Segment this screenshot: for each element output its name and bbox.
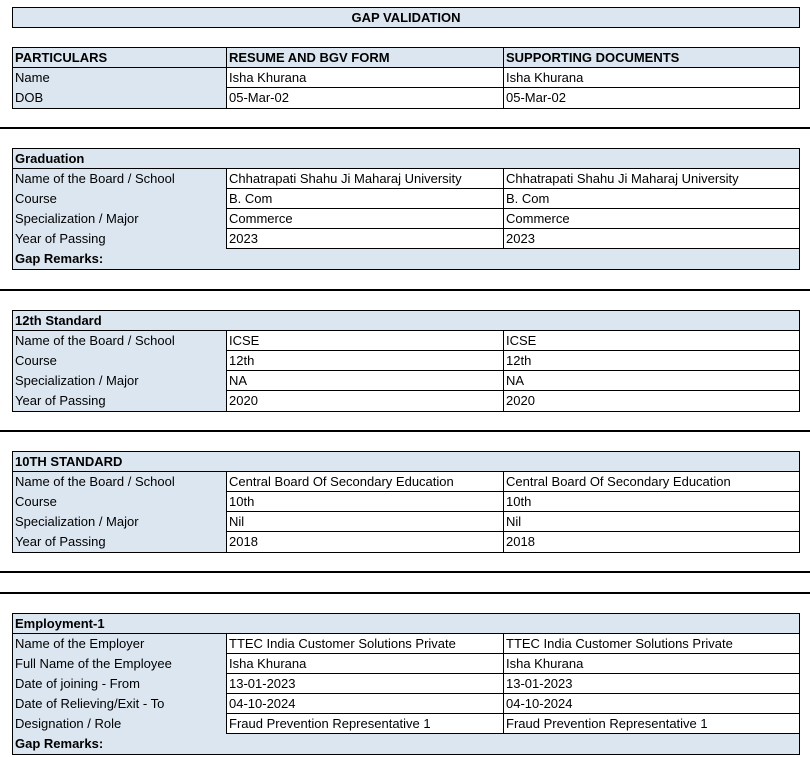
row-label: Designation / Role <box>12 714 226 734</box>
section-heading-row <box>12 149 800 169</box>
table-row <box>12 209 800 229</box>
resume-value: 2020 <box>226 391 503 411</box>
docs-value: Central Board Of Secondary Education <box>503 472 800 492</box>
docs-value: 10th <box>503 492 800 512</box>
docs-value: Commerce <box>503 209 800 229</box>
resume-value: Isha Khurana <box>226 68 503 88</box>
gap-remarks-label: Gap Remarks: <box>12 249 800 269</box>
docs-value: NA <box>503 371 800 391</box>
row-label: Name <box>12 68 226 88</box>
row-label: Date of joining - From <box>12 674 226 694</box>
graduation-table <box>12 148 800 270</box>
docs-value: ICSE <box>503 331 800 351</box>
resume-value: Chhatrapati Shahu Ji Maharaj University <box>226 169 503 189</box>
header-particulars: PARTICULARS <box>12 48 226 68</box>
table-row <box>12 714 800 734</box>
personal-table <box>12 47 800 109</box>
table-row <box>12 169 800 189</box>
resume-value: Isha Khurana <box>226 654 503 674</box>
resume-value: 13-01-2023 <box>226 674 503 694</box>
row-label: Name of the Board / School <box>12 169 226 189</box>
resume-value: 2018 <box>226 532 503 552</box>
section-heading: Graduation <box>12 149 800 169</box>
table-row <box>12 492 800 512</box>
row-label: Name of the Board / School <box>12 331 226 351</box>
docs-value: 2023 <box>503 229 800 249</box>
row-label: Year of Passing <box>12 229 226 249</box>
resume-value: TTEC India Customer Solutions Private <box>226 634 503 654</box>
section-divider <box>0 592 810 594</box>
section-heading: 10TH STANDARD <box>12 452 800 472</box>
section-divider <box>0 571 810 573</box>
resume-value: Central Board Of Secondary Education <box>226 472 503 492</box>
resume-value: 04-10-2024 <box>226 694 503 714</box>
section-heading-row <box>12 311 800 331</box>
docs-value: Nil <box>503 512 800 532</box>
row-label: Year of Passing <box>12 532 226 552</box>
section-heading-row <box>12 452 800 472</box>
row-label: Specialization / Major <box>12 371 226 391</box>
row-label: Date of Relieving/Exit - To <box>12 694 226 714</box>
docs-value: Chhatrapati Shahu Ji Maharaj University <box>503 169 800 189</box>
section-divider <box>0 127 810 129</box>
resume-value: NA <box>226 371 503 391</box>
table-row <box>12 229 800 249</box>
resume-value: 12th <box>226 351 503 371</box>
resume-value: Commerce <box>226 209 503 229</box>
docs-value: B. Com <box>503 189 800 209</box>
section-heading-row <box>12 614 800 634</box>
table-row <box>12 472 800 492</box>
table-row <box>12 532 800 552</box>
header-supporting: SUPPORTING DOCUMENTS <box>503 48 800 68</box>
section-heading: 12th Standard <box>12 311 800 331</box>
row-label: Full Name of the Employee <box>12 654 226 674</box>
row-label: DOB <box>12 88 226 108</box>
docs-value: Fraud Prevention Representative 1 <box>503 714 800 734</box>
docs-value: 05-Mar-02 <box>503 88 800 108</box>
docs-value: Isha Khurana <box>503 654 800 674</box>
table-row <box>12 351 800 371</box>
row-label: Year of Passing <box>12 391 226 411</box>
gap-remarks-row <box>12 734 800 754</box>
resume-value: 10th <box>226 492 503 512</box>
row-label: Name of the Employer <box>12 634 226 654</box>
docs-value: 13-01-2023 <box>503 674 800 694</box>
row-label: Specialization / Major <box>12 209 226 229</box>
header-resume: RESUME AND BGV FORM <box>226 48 503 68</box>
page-title: GAP VALIDATION <box>12 7 800 28</box>
gap-remarks-label: Gap Remarks: <box>12 734 800 754</box>
resume-value: B. Com <box>226 189 503 209</box>
table-row <box>12 68 800 88</box>
resume-value: 2023 <box>226 229 503 249</box>
row-label: Name of the Board / School <box>12 472 226 492</box>
table-row <box>12 512 800 532</box>
docs-value: 2018 <box>503 532 800 552</box>
row-label: Course <box>12 189 226 209</box>
row-label: Course <box>12 492 226 512</box>
resume-value: ICSE <box>226 331 503 351</box>
twelfth-table <box>12 310 800 412</box>
row-label: Course <box>12 351 226 371</box>
table-row <box>12 674 800 694</box>
employment-table <box>12 613 800 755</box>
docs-value: 2020 <box>503 391 800 411</box>
section-heading: Employment-1 <box>12 614 800 634</box>
table-row <box>12 634 800 654</box>
tenth-table <box>12 451 800 553</box>
table-row <box>12 331 800 351</box>
docs-value: Isha Khurana <box>503 68 800 88</box>
resume-value: Fraud Prevention Representative 1 <box>226 714 503 734</box>
resume-value: 05-Mar-02 <box>226 88 503 108</box>
docs-value: TTEC India Customer Solutions Private <box>503 634 800 654</box>
table-row <box>12 654 800 674</box>
resume-value: Nil <box>226 512 503 532</box>
section-divider <box>0 430 810 432</box>
table-row <box>12 391 800 411</box>
row-label: Specialization / Major <box>12 512 226 532</box>
section-divider <box>0 289 810 291</box>
docs-value: 04-10-2024 <box>503 694 800 714</box>
table-row <box>12 189 800 209</box>
gap-remarks-row <box>12 249 800 269</box>
table-row <box>12 371 800 391</box>
table-row <box>12 88 800 108</box>
table-row <box>12 694 800 714</box>
table-header-row <box>12 48 800 68</box>
docs-value: 12th <box>503 351 800 371</box>
